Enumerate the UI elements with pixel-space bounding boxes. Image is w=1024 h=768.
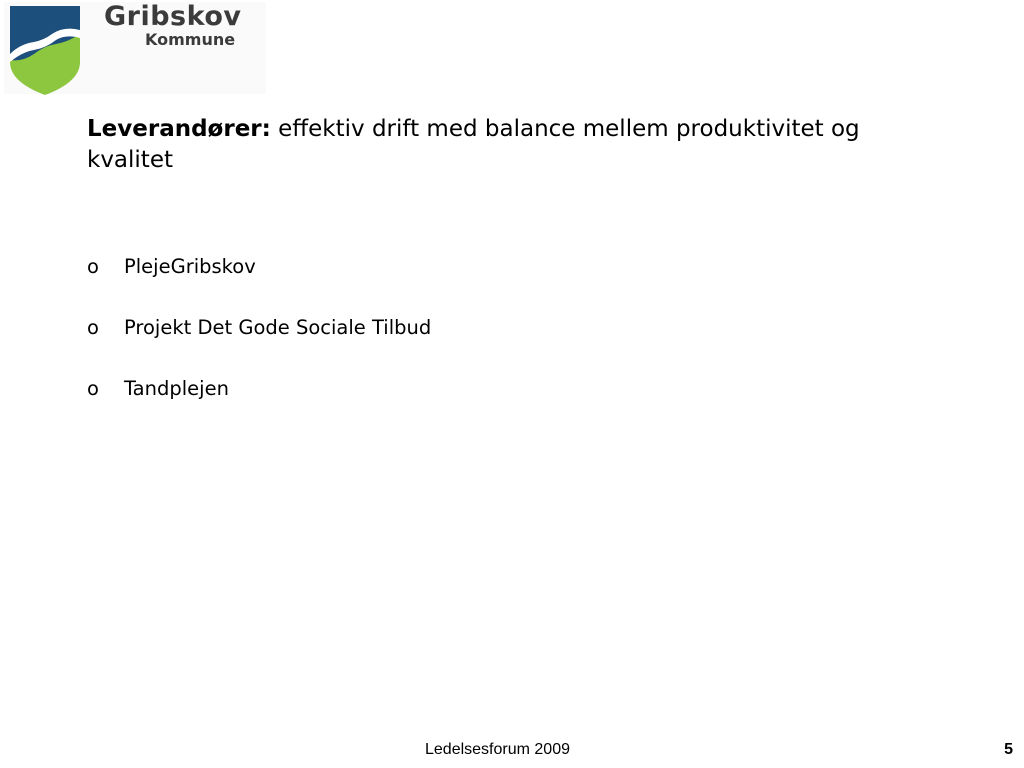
gribskov-logo: [4, 2, 266, 94]
bullet-item: [87, 314, 431, 375]
logo-name-text: Gribskov: [104, 1, 242, 32]
bullet-marker: o: [87, 316, 99, 339]
bullet-list: [87, 253, 431, 436]
bullet-item: [87, 375, 431, 436]
shield-logo-icon: [8, 4, 82, 96]
page-number: 5: [1004, 741, 1013, 758]
bullet-marker: o: [87, 377, 99, 400]
slide-title-rest: effektiv drift med balance mellem produktivitet og kvalitet: [87, 116, 860, 173]
bullet-marker: o: [87, 255, 99, 278]
slide-title-bold: Leverandører:: [87, 116, 271, 142]
slide-title: [87, 114, 937, 176]
bullet-text: Projekt Det Gode Sociale Tilbud: [124, 316, 432, 339]
footer-text: Ledelsesforum 2009: [425, 741, 570, 758]
bullet-text: PlejeGribskov: [124, 255, 256, 278]
bullet-item: [87, 253, 431, 314]
logo-sub-text: Kommune: [145, 30, 236, 49]
bullet-text: Tandplejen: [124, 377, 229, 400]
